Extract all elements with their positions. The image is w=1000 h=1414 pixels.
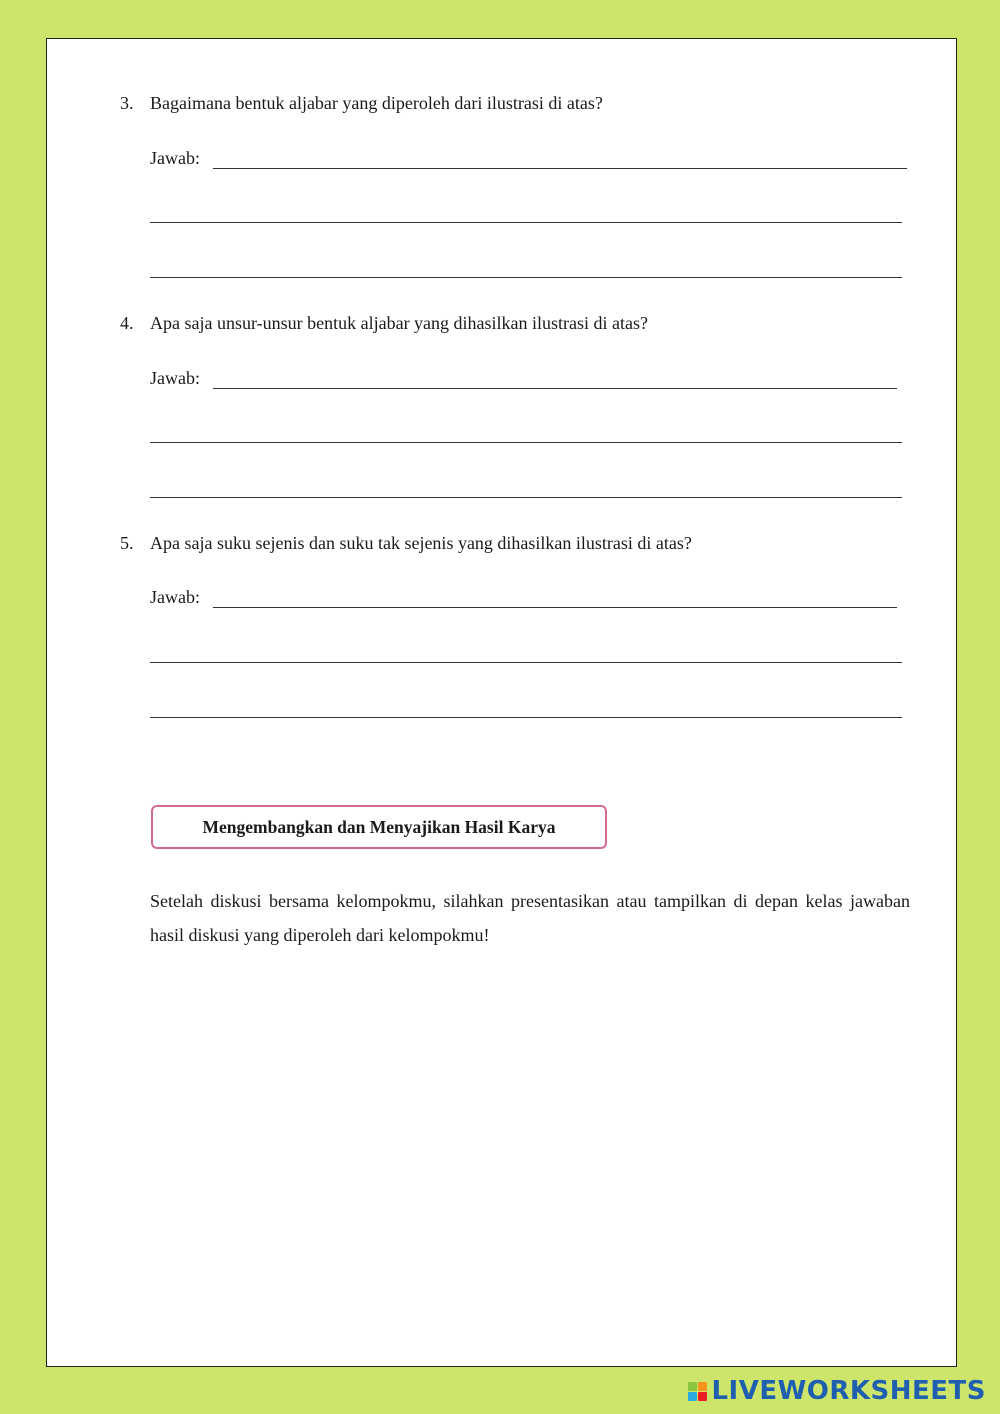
answer-line[interactable] [150,477,902,498]
answer-label: Jawab: [150,148,200,168]
question-text: Apa saja unsur-unsur bentuk aljabar yang dihasilkan ilustrasi di atas? [150,313,649,333]
question-number: 3. [120,93,134,113]
question-text: Apa saja suku sejenis dan suku tak sejenis yang dihasilkan ilustrasi di atas? [150,533,692,553]
question-number: 4. [120,313,134,333]
answer-row-4 [150,368,902,392]
answer-line[interactable] [213,368,897,389]
answer-row-5 [150,587,902,611]
answer-label: Jawab: [150,368,200,388]
question-text: Bagaimana bentuk aljabar yang diperoleh dari ilustrasi di atas? [150,93,603,113]
liveworksheets-logo [688,1376,986,1406]
answer-line[interactable] [150,257,902,278]
answer-row-3 [150,148,902,172]
logo-icon [688,1382,707,1401]
worksheet-page [46,38,957,1367]
answer-line[interactable] [150,697,902,718]
answer-line[interactable] [213,148,907,169]
answer-label: Jawab: [150,587,200,607]
answer-line[interactable] [150,202,902,223]
section-title: Mengembangkan dan Menyajikan Hasil Karya [202,816,556,837]
answer-line[interactable] [213,587,897,608]
section-title-box [151,805,607,849]
answer-line[interactable] [150,642,902,663]
question-number: 5. [120,533,134,553]
brand-name: LIVEWORKSHEETS [711,1376,986,1406]
section-body: Setelah diskusi bersama kelompokmu, silahkan presentasikan atau tampilkan di depan kelas jawaban hasil diskusi yang diperoleh dari kelompokmu! [150,891,910,945]
answer-line[interactable] [150,422,902,443]
